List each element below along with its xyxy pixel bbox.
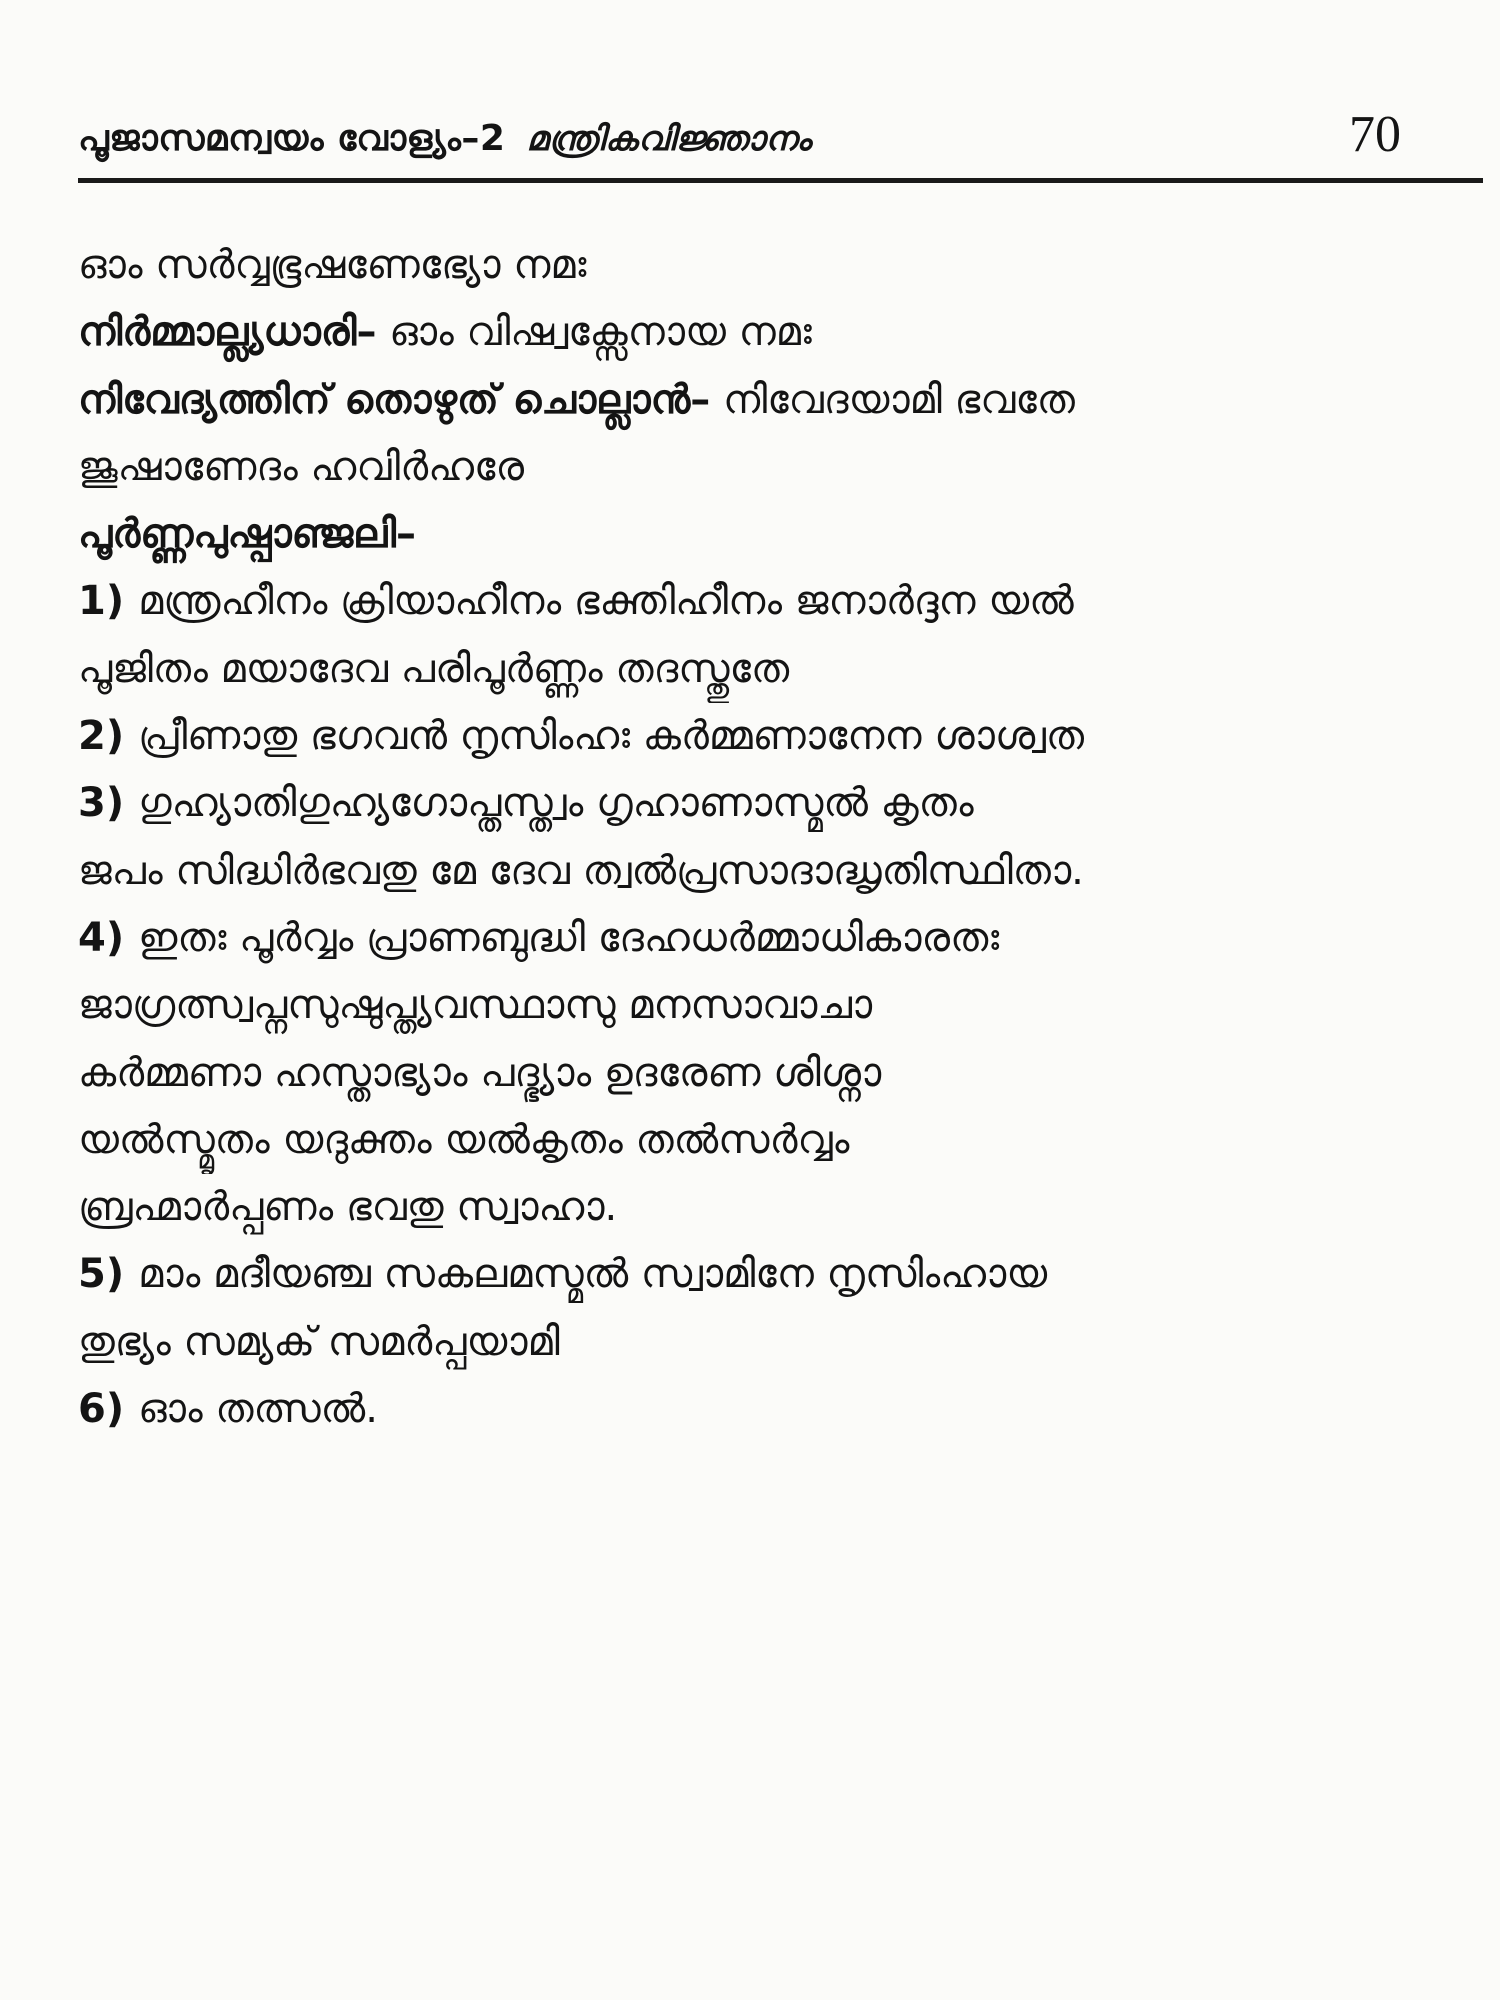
text-line <box>78 367 1478 434</box>
text-line <box>78 232 1478 299</box>
line-number: 6) <box>78 1386 125 1433</box>
text-line <box>78 636 1478 703</box>
line-text: കർമ്മണാ ഹസ്താഭ്യാം പദ്ഭ്യാം ഉദരേണ ശിശ്നാ <box>78 1049 882 1096</box>
line-text: ഇതഃ പൂർവ്വം പ്രാണബുദ്ധി ദേഹധർമ്മാധികാരതഃ <box>138 914 1000 961</box>
line-label: നിവേദ്യത്തിന് തൊഴുത് ചൊല്ലാൻ– <box>78 376 711 423</box>
numbered-line <box>78 905 1478 972</box>
line-text: യൽസ്മൃതം യദുക്തം യൽകൃതം തൽസർവ്വം <box>78 1116 850 1163</box>
page-header <box>78 100 1483 183</box>
line-text: ഗുഹ്യാതിഗുഹ്യഗോപ്തസ്ത്വം ഗൃഹാണാസ്മൽ കൃതം <box>138 780 974 827</box>
line-text: ജാഗ്രത്സ്വപ്നസുഷുപ്ത്യവസ്ഥാസു മനസാവാചാ <box>78 982 873 1029</box>
numbered-line <box>78 568 1478 635</box>
numbered-line <box>78 770 1478 837</box>
numbered-line <box>78 703 1478 770</box>
line-text: ജപം സിദ്ധിർഭവതു മേ ദേവ ത്വൽപ്രസാദാദ്ധൃതിസ്ഥിതാ. <box>78 847 1084 894</box>
line-label: പൂർണ്ണപുഷ്പാഞ്ജലി– <box>78 511 416 558</box>
numbered-line <box>78 1376 1478 1443</box>
line-text: ഓം തത്സൽ. <box>138 1386 378 1433</box>
page-number: 70 <box>1349 106 1401 163</box>
line-text: തുഭ്യം സമ്യക് സമർപ്പയാമി <box>78 1318 560 1365</box>
text-line <box>78 1309 1478 1376</box>
line-text: നിവേദയാമി ഭവതേ <box>710 376 1075 423</box>
text-line <box>78 972 1478 1039</box>
text-line <box>78 434 1478 501</box>
numbered-line <box>78 1241 1478 1308</box>
line-text: ഓം സർവ്വഭൂഷണേഭ്യോ നമഃ <box>78 242 587 288</box>
line-number: 5) <box>78 1251 125 1298</box>
section-heading <box>78 501 1478 568</box>
running-title: പൂജാസമന്വയം വോള്യം–2 <box>78 118 506 159</box>
text-line <box>78 1040 1478 1107</box>
line-text: പ്രീണാതു ഭഗവൻ നൃസിംഹഃ കർമ്മണാനേന ശാശ്വത <box>138 713 1085 760</box>
text-line <box>78 1174 1478 1241</box>
text-line <box>78 1107 1478 1174</box>
line-number: 3) <box>78 780 125 827</box>
line-text: ഓം വിഷ്വക്സേനായ നമഃ <box>376 309 812 356</box>
line-text: ജൂഷാണേദം ഹവിർഹരേ <box>78 443 525 490</box>
line-text: മാം മദീയഞ്ച സകലമസ്മൽ സ്വാമിനേ നൃസിംഹായ <box>138 1251 1048 1298</box>
text-line <box>78 838 1478 905</box>
line-label: നിർമ്മാല്ല്യധാരി– <box>78 309 377 356</box>
running-subtitle: മന്ത്രികവിജ്ഞാനം <box>526 119 812 159</box>
line-number: 2) <box>78 713 125 760</box>
line-text: മന്ത്രഹീനം ക്രിയാഹീനം ഭക്തിഹീനം ജനാർദ്ദന യൽ <box>138 578 1074 625</box>
running-head <box>78 118 811 160</box>
page-body <box>78 232 1478 1443</box>
line-text: പൂജിതം മയാദേവ പരിപൂർണ്ണം തദസ്തുതേ <box>78 645 790 692</box>
line-number: 1) <box>78 578 125 625</box>
line-text: ബ്രഹ്മാർപ്പണം ഭവതു സ്വാഹാ. <box>78 1184 618 1231</box>
text-line <box>78 299 1478 366</box>
line-number: 4) <box>78 914 125 961</box>
